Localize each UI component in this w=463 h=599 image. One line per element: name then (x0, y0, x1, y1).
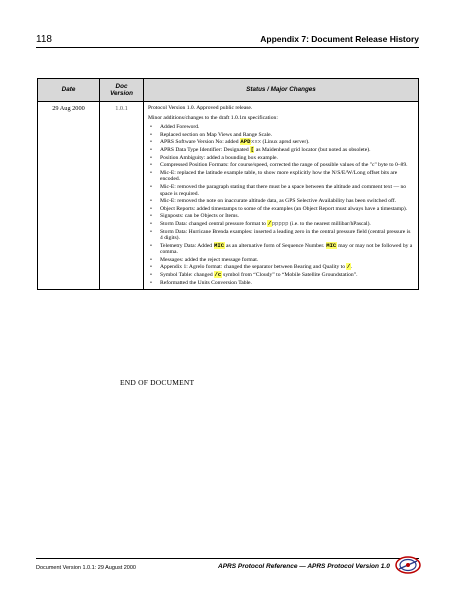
list-item-text: APRS Data Type Identifier: Designated (160, 146, 251, 153)
list-item-text: Storm Data: Hurricane Brenda examples: inserted a leading zero in the central pressure field (central pressure is 4 digits). (160, 228, 411, 242)
list-item-text: Mic-E: removed the note on inaccurate altitude data, as GPS Selective Availability has been switched off. (160, 198, 397, 205)
code-placeholder: ppppp (271, 219, 289, 227)
list-item (148, 280, 414, 287)
code-placeholder: xxx (251, 138, 262, 146)
list-item-text: . (350, 264, 353, 271)
list-item (148, 147, 414, 154)
release-history-table (37, 78, 419, 290)
code-highlight: APD (240, 138, 251, 146)
code-highlight: / (267, 219, 272, 227)
list-item-text: Mic-E: removed the paragraph stating that there must be a space between the altitude and comment text — no space is required. (160, 183, 407, 197)
list-item (148, 170, 414, 183)
list-item (148, 139, 414, 146)
list-item-text: as Maidenhead grid locator (but noted as obsolete). (254, 146, 371, 153)
list-item-text: Replaced section on Map Views and Range Scale. (160, 131, 273, 138)
list-item-text: Object Reports: added timestamps to some of the examples (an Object Report must always have a timestamp). (160, 205, 408, 212)
minor-changes-intro: Minor additions/changes to the draft 1.0.1m specification: (148, 114, 278, 121)
list-item (148, 198, 414, 205)
list-item-text: Messages: added the reject message format. (160, 256, 259, 263)
list-item-text: APRS Software Version No: added (160, 139, 240, 146)
list-item-text: as an alternative form of Sequence Number. (224, 242, 326, 249)
footer-document-version: Document Version 1.0.1: 29 August 2000 (36, 565, 136, 571)
list-item (148, 132, 414, 139)
list-item (148, 229, 414, 242)
list-item (148, 124, 414, 131)
row-changes (144, 102, 419, 290)
aprs-logo-icon (395, 555, 421, 575)
row-date: 29 Aug 2000 (38, 102, 100, 290)
code-highlight: [ (250, 145, 254, 153)
list-item (148, 162, 414, 169)
code-highlight: / (346, 263, 351, 271)
list-item-text: Appendix 1: Agrelo format: changed the separator between Bearing and Quality to (160, 264, 347, 271)
list-item (148, 264, 414, 271)
code-highlight: MIC (326, 241, 337, 249)
col-header-date: Date (38, 79, 100, 102)
col-header-changes: Status / Major Changes (144, 79, 419, 102)
list-item-text: Symbol Table: changed (160, 272, 215, 279)
list-item-text: (i.e. to the nearest millibar/hPascal). (288, 220, 371, 227)
header-rule (36, 47, 419, 48)
release-intro: Protocol Version 1.0. Approved public release. (148, 105, 253, 111)
col-header-version-line: Version (110, 90, 133, 97)
list-item-text: Signposts: can be Objects or Items. (160, 213, 239, 220)
section-title: Appendix 7: Document Release History (260, 34, 419, 44)
list-item-text: Position Ambiguity: added a bounding box example. (160, 154, 278, 161)
list-item-text: (Linux aprsd server). (261, 139, 310, 146)
footer-reference-title: APRS Protocol Reference — APRS Protocol Version 1.0 (218, 563, 390, 570)
list-item (148, 272, 414, 279)
code-highlight: MIC (214, 241, 225, 249)
list-item-text: Reformatted the Units Conversion Table. (160, 279, 252, 286)
col-header-version (100, 79, 144, 102)
list-item-text: Telemetry Data: Added (160, 242, 214, 249)
list-item (148, 213, 414, 220)
list-item (148, 184, 414, 197)
page-number: 118 (36, 34, 52, 45)
list-item-text: Storm Data: changed central pressure format to (160, 220, 268, 227)
footer-rule (36, 558, 419, 559)
code-highlight: /c (214, 271, 222, 279)
list-item (148, 257, 414, 264)
col-header-version-line: Doc (115, 82, 128, 90)
list-item-text: Mic-E: replaced the latitude example table, to show more explicitly how the N/S/E/W/Long offset bits are encoded. (160, 169, 398, 183)
changes-list (148, 124, 414, 286)
list-item-text: may or may not be followed by a comma. (160, 242, 413, 256)
row-version: 1.0.1 (100, 102, 144, 290)
table-header-row (38, 79, 419, 102)
list-item (148, 243, 414, 256)
end-of-document: END OF DOCUMENT (120, 378, 195, 387)
list-item (148, 206, 414, 213)
list-item-text: Compressed Position Formats: for course/speed, corrected the range of possible values of the "c" byte to 0–89. (160, 162, 408, 169)
list-item-text: Added Foreword. (160, 124, 200, 131)
list-item (148, 221, 414, 228)
list-item (148, 155, 414, 162)
list-item-text: symbol from “Cloudy” to “Mobile Satellite Groundstation”. (221, 272, 358, 279)
table-row (38, 102, 419, 290)
